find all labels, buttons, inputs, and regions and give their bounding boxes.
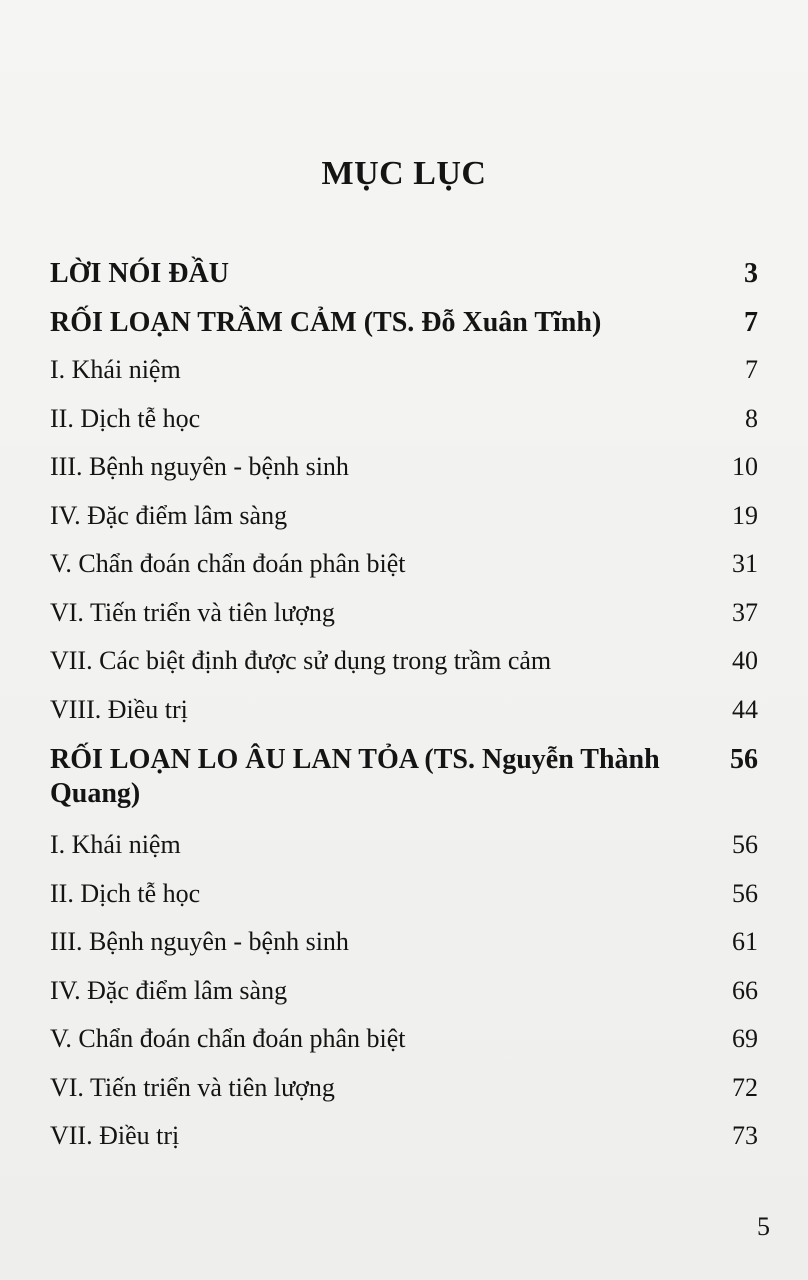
toc-entry bbox=[50, 1024, 758, 1073]
toc-chapter-depression bbox=[50, 307, 758, 356]
toc-entry-label: RỐI LOẠN TRẦM CẢM (TS. Đỗ Xuân Tĩnh) bbox=[50, 306, 602, 338]
toc-entry-label: IV. Đặc điểm lâm sàng bbox=[50, 500, 288, 530]
toc-entry-label: RỐI LOẠN LO ÂU LAN TỎA (TS. Nguyễn Thành Quang) bbox=[50, 744, 660, 809]
toc-entry-label: II. Dịch tễ học bbox=[50, 878, 201, 908]
toc-entry-page: 56 bbox=[732, 830, 758, 859]
toc-entry-page: 3 bbox=[744, 258, 758, 289]
toc-entry-page: 56 bbox=[732, 878, 758, 908]
toc-entry-page: 72 bbox=[732, 1072, 758, 1102]
toc-entry-label: VII. Các biệt định được sử dụng trong trầm cảm bbox=[50, 646, 552, 675]
toc-entry bbox=[50, 355, 758, 404]
toc-entry-label: VIII. Điều trị bbox=[50, 694, 188, 724]
toc-entry-label: I. Khái niệm bbox=[50, 830, 181, 859]
toc-entry-label: V. Chẩn đoán chẩn đoán phân biệt bbox=[50, 549, 406, 578]
toc-entry-label: II. Dịch tễ học bbox=[50, 403, 201, 433]
toc-entry-page: 10 bbox=[732, 452, 758, 481]
toc-entry bbox=[50, 404, 758, 453]
toc-entry bbox=[50, 830, 758, 879]
toc-entry bbox=[50, 549, 758, 598]
toc-entry-label: III. Bệnh nguyên - bệnh sinh bbox=[50, 927, 349, 956]
toc-entry-page: 8 bbox=[745, 403, 758, 433]
toc-entry bbox=[50, 1121, 758, 1170]
toc-entry-page: 69 bbox=[732, 1024, 758, 1053]
toc-entry bbox=[50, 646, 758, 695]
toc-entry-page: 56 bbox=[730, 744, 758, 775]
toc-entry-page: 61 bbox=[732, 927, 758, 956]
toc-entry-label: III. Bệnh nguyên - bệnh sinh bbox=[50, 452, 349, 481]
toc-entry bbox=[50, 452, 758, 501]
page-title: MỤC LỤC bbox=[321, 155, 487, 192]
toc-entry-page: 7 bbox=[744, 306, 758, 338]
toc-entry bbox=[50, 598, 758, 647]
toc-entry-page: 37 bbox=[732, 597, 758, 627]
toc-entry bbox=[50, 1073, 758, 1122]
toc-entry-label: I. Khái niệm bbox=[50, 355, 181, 384]
toc-entry bbox=[50, 879, 758, 928]
toc-entry-page: 19 bbox=[732, 500, 758, 530]
toc-entry-page: 7 bbox=[745, 355, 758, 384]
toc-entry bbox=[50, 927, 758, 976]
toc-entry bbox=[50, 976, 758, 1025]
toc-chapter-anxiety bbox=[50, 743, 758, 830]
toc-entry-page: 31 bbox=[732, 549, 758, 578]
toc-entry-label: VI. Tiến triển và tiên lượng bbox=[50, 1072, 335, 1102]
toc-entry-label: LỜI NÓI ĐẦU bbox=[50, 258, 229, 289]
toc-entry-label: VII. Điều trị bbox=[50, 1121, 180, 1150]
toc-entry-preface bbox=[50, 258, 758, 307]
toc-entry-page: 40 bbox=[732, 646, 758, 675]
toc-entry-page: 73 bbox=[732, 1121, 758, 1150]
table-of-contents bbox=[50, 258, 758, 1170]
toc-entry bbox=[50, 501, 758, 550]
toc-entry bbox=[50, 695, 758, 744]
toc-entry-page: 44 bbox=[732, 694, 758, 724]
toc-entry-page: 66 bbox=[732, 975, 758, 1005]
page-number: 5 bbox=[757, 1212, 770, 1241]
toc-entry-label: VI. Tiến triển và tiên lượng bbox=[50, 597, 335, 627]
toc-entry-label: IV. Đặc điểm lâm sàng bbox=[50, 975, 288, 1005]
toc-entry-label: V. Chẩn đoán chẩn đoán phân biệt bbox=[50, 1024, 406, 1053]
